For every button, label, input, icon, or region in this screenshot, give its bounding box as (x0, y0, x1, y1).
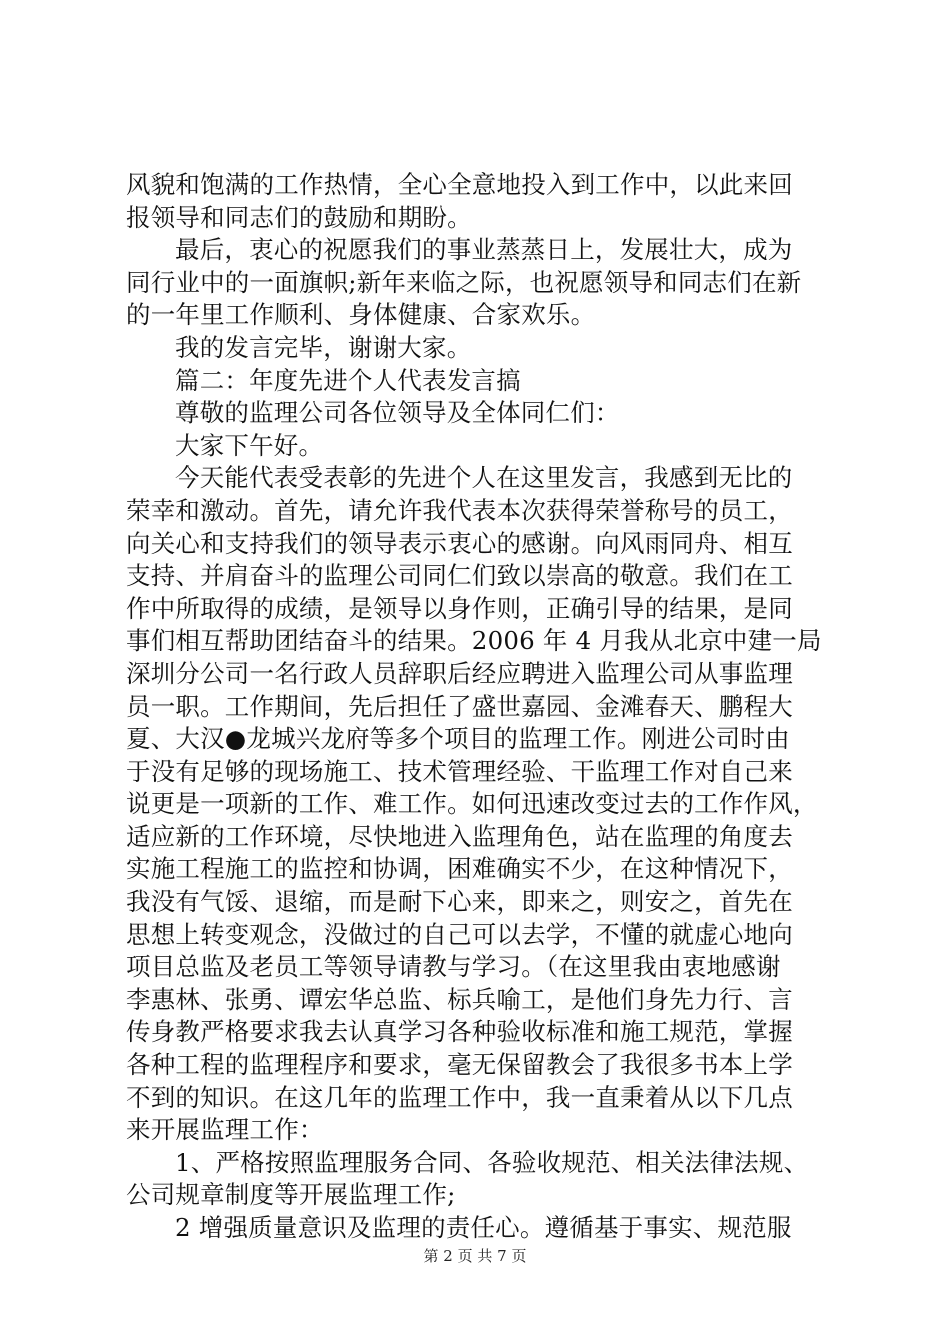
text-line: 向关心和支持我们的领导表示衷心的感谢。向风雨同舟、相互 (126, 528, 793, 558)
text-line: 公司规章制度等开展监理工作; (126, 1180, 456, 1210)
text-line: 同行业中的一面旗帜;新年来临之际，也祝愿领导和同志们在新 (126, 267, 802, 297)
text-line: 李惠林、张勇、谭宏华总监、标兵喻工，是他们身先力行、言 (126, 984, 793, 1014)
text-line: 说更是一项新的工作、难工作。如何迅速改变过去的工作作风， (126, 789, 818, 819)
text-line: 今天能代表受表彰的先进个人在这里发言，我感到无比的 (175, 463, 793, 493)
text-line: 项目总监及老员工等领导请教与学习。（在这里我由衷地感谢 (126, 952, 781, 982)
text-line: 于没有足够的现场施工、技术管理经验、干监理工作对自己来 (126, 756, 793, 786)
text-line: 1、严格按照监理服务合同、各验收规范、相关法律法规、 (175, 1147, 809, 1177)
text-line: 夏、大汉●龙城兴龙府等多个项目的监理工作。刚进公司时由 (126, 724, 790, 754)
text-line: 作中所取得的成绩，是领导以身作则，正确引导的结果，是同 (126, 593, 793, 623)
text-line: 事们相互帮助团结奋斗的结果。2006 年 4 月我从北京中建一局 (126, 626, 822, 656)
text-line: 报领导和同志们的鼓励和期盼。 (126, 202, 472, 232)
text-line: 尊敬的监理公司各位领导及全体同仁们： (175, 398, 620, 428)
text-line: 2 增强质量意识及监理的责任心。遵循基于事实、规范服 (175, 1213, 792, 1242)
text-line: 深圳分公司一名行政人员辞职后经应聘进入监理公司从事监理 (126, 658, 793, 688)
text-line: 最后，衷心的祝愿我们的事业蒸蒸日上，发展壮大，成为 (175, 235, 793, 265)
text-line: 来开展监理工作： (126, 1115, 324, 1145)
text-line: 实施工程施工的监控和协调，困难确实不少，在这种情况下， (126, 854, 793, 884)
text-line: 支持、并肩奋斗的监理公司同仁们致以崇高的敬意。我们在工 (126, 561, 793, 591)
page-footer: 第 2 页 共 7 页 (423, 1247, 527, 1265)
text-line: 我没有气馁、退缩，而是耐下心来，即来之，则安之，首先在 (126, 887, 793, 917)
text-line: 适应新的工作环境，尽快地进入监理角色，站在监理的角度去 (126, 821, 793, 851)
text-line: 篇二：年度先进个人代表发言搞 (175, 365, 521, 395)
text-line: 不到的知识。在这几年的监理工作中，我一直秉着从以下几点 (126, 1082, 793, 1112)
text-line: 风貌和饱满的工作热情，全心全意地投入到工作中，以此来回 (126, 170, 793, 199)
text-line: 大家下午好。 (175, 430, 324, 460)
text-line: 员一职。工作期间，先后担任了盛世嘉园、金滩春天、鹏程大 (126, 691, 793, 721)
text-line: 各种工程的监理程序和要求，毫无保留教会了我很多书本上学 (126, 1050, 793, 1080)
text-line: 的一年里工作顺利、身体健康、合家欢乐。 (126, 300, 596, 330)
text-line: 思想上转变观念，没做过的自己可以去学，不懂的就虚心地向 (126, 919, 793, 949)
document-body (126, 169, 836, 1245)
text-line: 传身教严格要求我去认真学习各种验收标准和施工规范，掌握 (126, 1017, 793, 1047)
text-line: 我的发言完毕，谢谢大家。 (175, 332, 472, 362)
text-line: 荣幸和激动。首先，请允许我代表本次获得荣誉称号的员工， (126, 495, 793, 525)
